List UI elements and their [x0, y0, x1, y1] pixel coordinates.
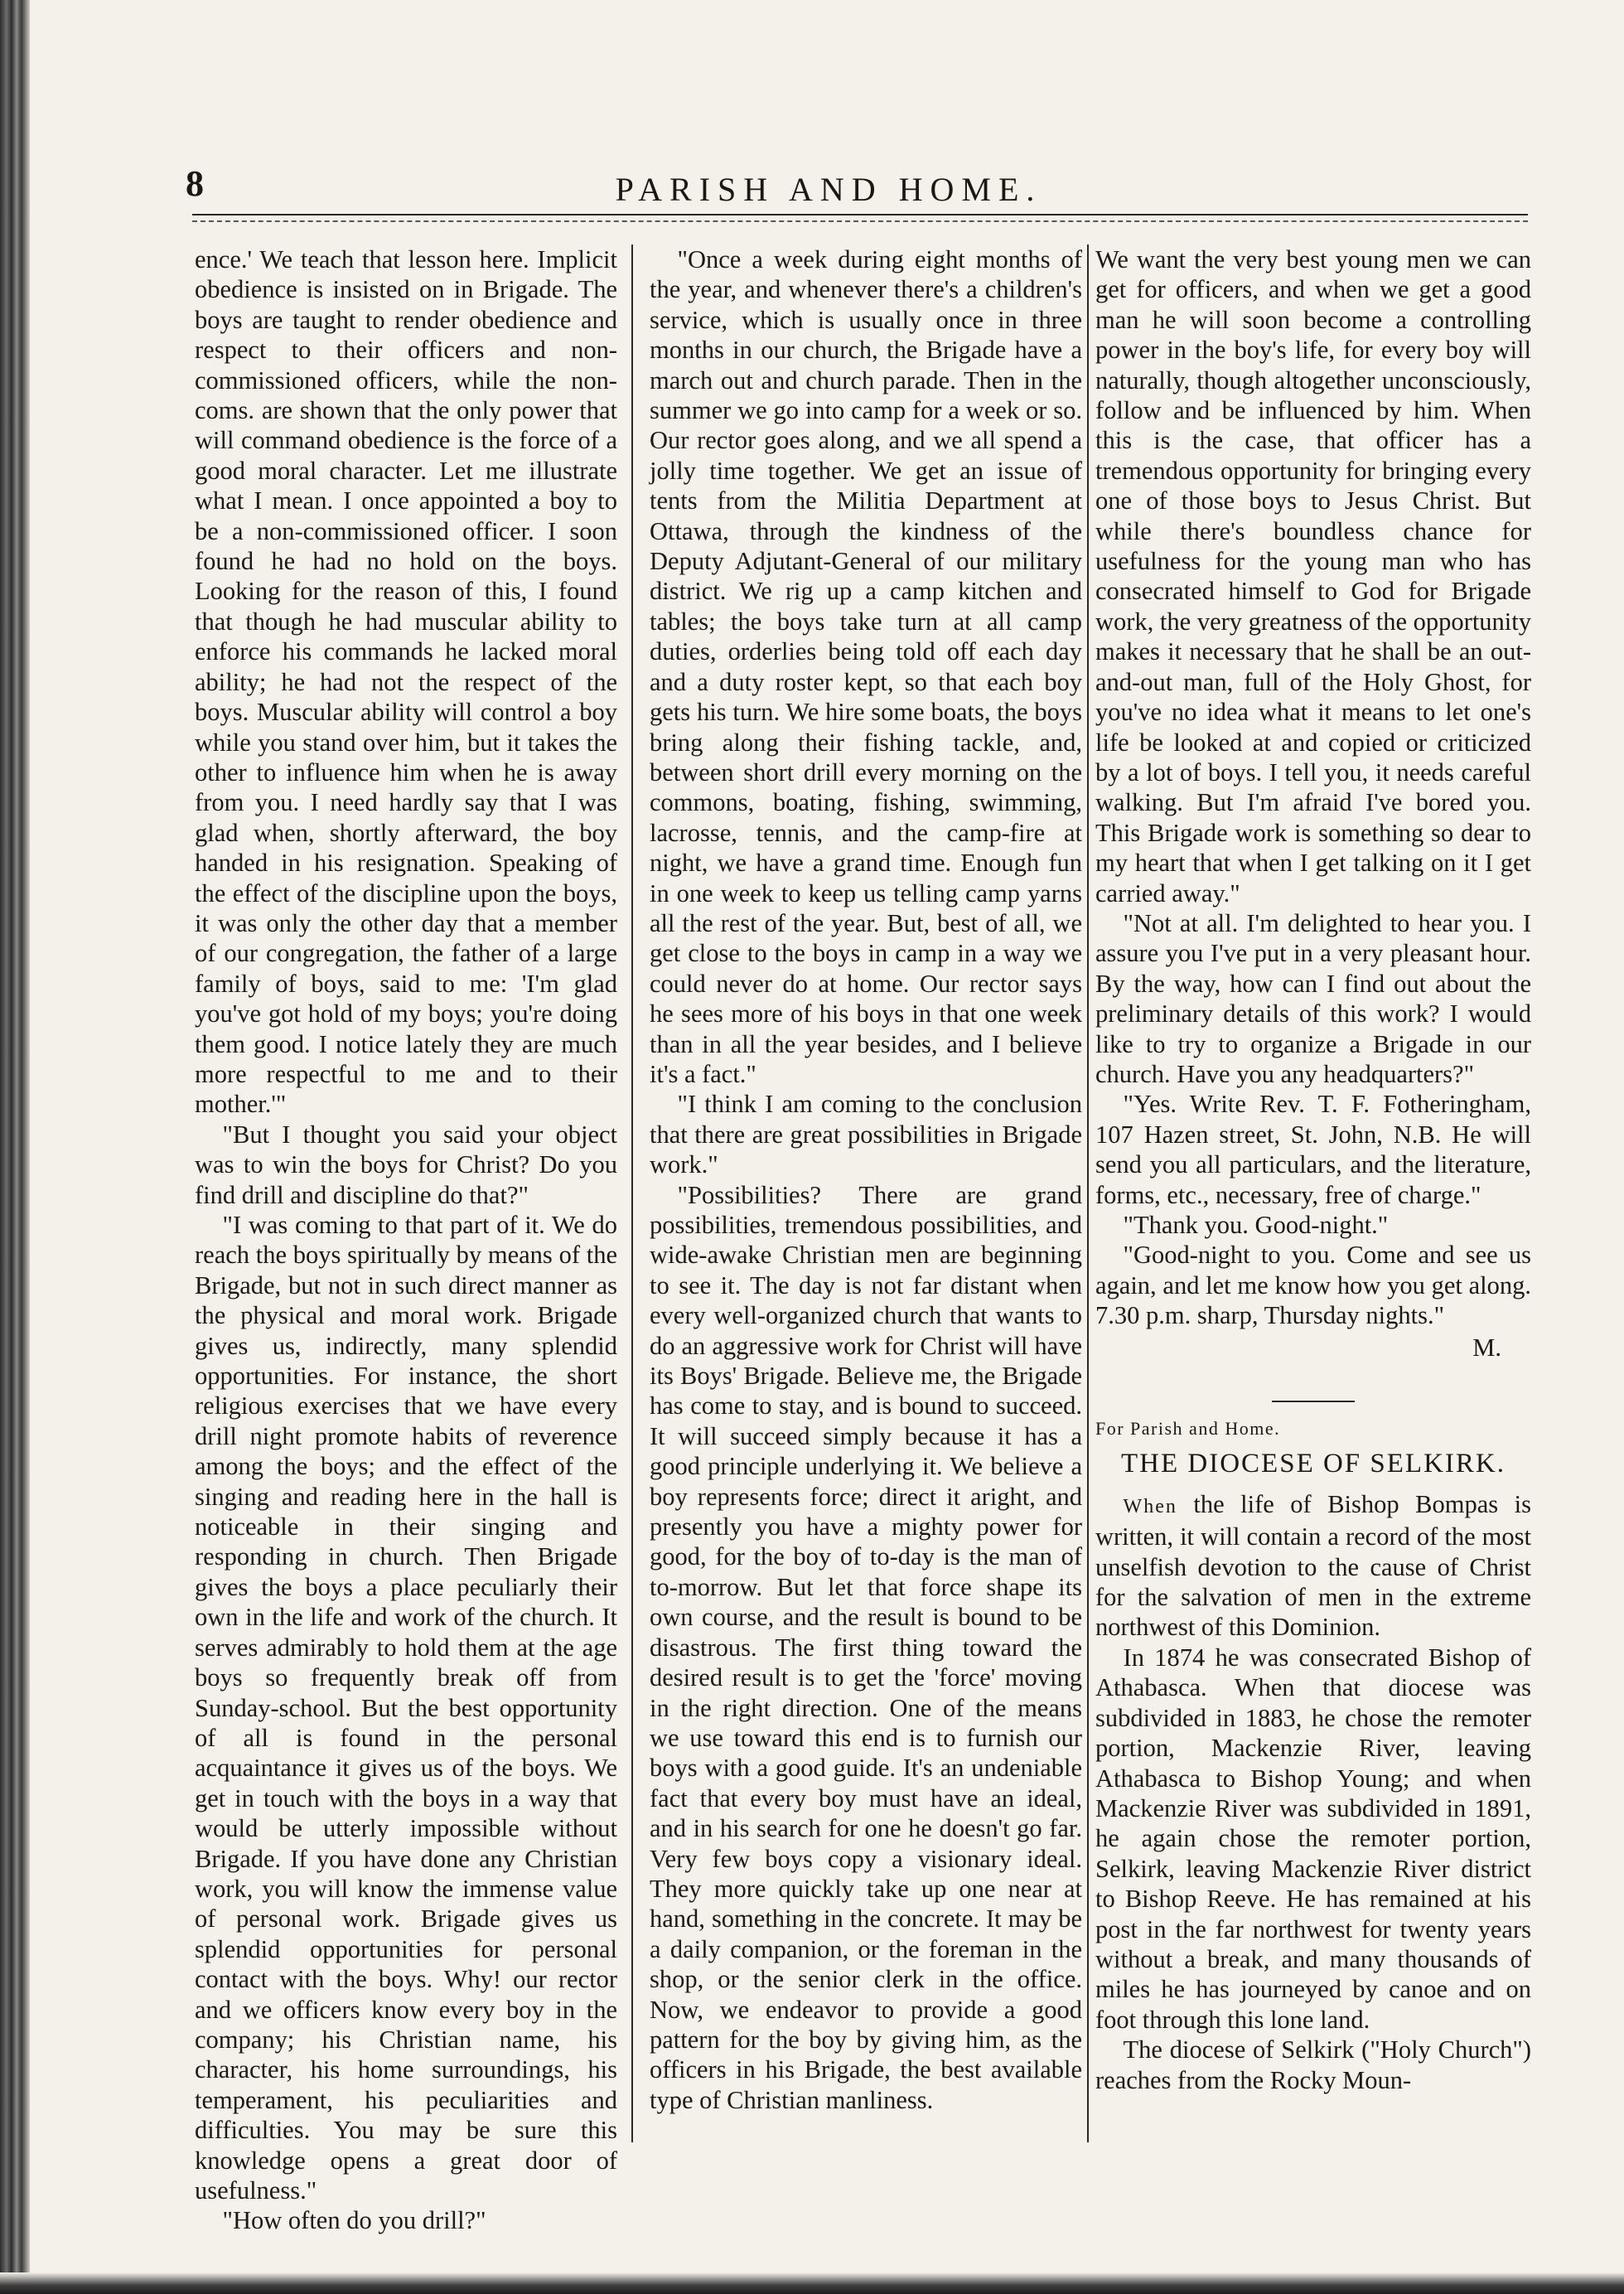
section-rule [1272, 1401, 1355, 1402]
paragraph: "Yes. Write Rev. T. F. Fotheringham, 107 Hazen street, St. John, N.B. He will send you all particulars, and the literature, forms, etc., necessary, free of charge." [1095, 1090, 1531, 1209]
article-title: THE DIOCESE OF SELKIRK. [1121, 1449, 1506, 1479]
article-credit: For Parish and Home. [1095, 1418, 1281, 1440]
column-3 [1095, 244, 1531, 2095]
paragraph: ence.' We teach that lesson here. Implicit obedience is insisted on in Brigade. The boys are taught to render obedience and respect to their officers and non-commissioned officers, while the non-coms. are shown that the only power that will command obedience is the force of a good moral character. Let me illustrate what I mean. I once appointed a boy to be a non-commissioned officer. I soon found he had no hold on the boys. Looking for the reason of this, I found that though he had muscular ability to enforce his commands he lacked moral ability; he had not the respect of the boys. Muscular ability will control a boy while you stand over him, but it takes the other to influence him when he is away from you. I need hardly say that I was glad when, shortly afterward, the boy handed in his resignation. Speaking of the effect of the discipline upon the boys, it was only the other day that a member of our congregation, the father of a large family of boys, said to me: 'I'm glad you've got hold of my boys; you're doing them good. I notice lately they are much more respectful to me and to their mother.'" [195, 245, 617, 1119]
paragraph: "Possibilities? There are grand possibilities, tremendous possibilities, and wide-awake Christian men are beginning to see it. The day is not far distant when every well-organized church that wants to do an aggressive work for Christ will have its Boys' Brigade. Believe me, the Brigade has come to stay, and is bound to succeed. It will succeed simply because it has a good principle underlying it. We believe a boy represents force; direct it aright, and presently you have a mighty power for good, for the boy of to-day is the man of to-morrow. But let that force shape its own course, and the result is bound to be disastrous. The first thing toward the desired result is to get the 'force' moving in the right direction. One of the means we use toward this end is to furnish our boys with a good guide. It's an undeniable fact that every boy must have an ideal, and in his search for one he doesn't go far. Very few boys copy a visionary ideal. They more quickly take up one near at hand, something in the concrete. It may be a daily companion, or the foreman in the shop, or the senior clerk in the office. Now, we endeavor to provide a good pattern for the boy by giving him, as the officers in his Brigade, the best available type of Christian manliness. [650, 1180, 1082, 2114]
author-signature: M. [1472, 1333, 1501, 1362]
paragraph: We want the very best young men we can get for officers, and when we get a good man he will soon become a controlling power in the boy's life, for every boy will naturally, though altogether unconsciously, follow and be influenced by him. When this is the case, that officer has a tremendous opportunity for bringing every one of those boys to Jesus Christ. But while there's boundless chance for usefulness for the young man who has consecrated himself to God for Brigade work, the very greatness of the opportunity makes it necessary that he shall be an out-and-out man, full of the Holy Ghost, for you've no idea what it means to let one's life be looked at and copied or criticized by a lot of boys. I tell you, it needs careful walking. But I'm afraid I've bored you. This Brigade work is something so dear to my heart that when I get talking on it I get carried away." [1095, 245, 1531, 907]
page-number: 8 [186, 163, 204, 204]
column-2 [650, 244, 1082, 2115]
paragraph: "Good-night to you. Come and see us again, and let me know how you get along. 7.30 p.m. sharp, Thursday nights." [1095, 1241, 1531, 1330]
paragraph: "I was coming to that part of it. We do reach the boys spiritually by means of the Brigade, but not in such direct manner as the physical and moral work. Brigade gives us, indirectly, many splendid opportunities. For instance, the short religious exercises that we have every drill night promote habits of reverence among the boys; and the effect of the singing and reading here in the hall is noticeable in their singing and responding in church. Then Brigade gives the boys a place peculiarly their own in the life and work of the church. It serves admirably to hold them at the age boys so frequently break off from Sunday-school. But the best opportunity of all is found in the personal acquaintance it gives us of the boys. We get in touch with the boys in a way that would be utterly impossible without Brigade. If you have done any Christian work, you will know the immense value of personal work. Brigade gives us splendid opportunities for personal contact with the boys. Why! our rector and we officers know every boy in the company; his Christian name, his character, his home surroundings, his temperament, his peculiarities and difficulties. You may be sure this knowledge opens a great door of usefulness." [195, 1211, 617, 2204]
running-title: PARISH AND HOME. [615, 171, 1042, 208]
paragraph: "Once a week during eight months of the year, and whenever there's a children's service, which is usually once in three months in our church, the Brigade have a march out and church parade. Then in the summer we go into camp for a week or so. Our rector goes along, and we all spend a jolly time together. We get an issue of tents from the Militia Department at Ottawa, through the kindness of the Deputy Adjutant-General of our military district. We rig up a camp kitchen and tables; the boys take turn at all camp duties, orderlies being told off each day and a duty roster kept, so that each boy gets his turn. We hire some boats, the boys bring along their fishing tackle, and, between short drill every morning on the commons, boating, fishing, swimming, lacrosse, tennis, and the camp-fire at night, we have a grand time. Enough fun in one week to keep us telling camp yarns all the rest of the year. But, best of all, we get close to the boys in camp in a way we could never do at home. Our rector says he sees more of his boys in that one week than in all the year besides, and I believe it's a fact." [650, 245, 1082, 1088]
column-divider [1087, 244, 1089, 2142]
page-bottom-edge [0, 2272, 1624, 2294]
paragraph: "Thank you. Good-night." [1123, 1211, 1389, 1239]
paragraph: "But I thought you said your object was to win the boys for Christ? Do you find drill and discipline do that?" [195, 1120, 617, 1209]
lead-word: When [1123, 1495, 1177, 1517]
paragraph: "How often do you drill?" [222, 2206, 486, 2235]
paragraph [1095, 1489, 1531, 1643]
paragraph: In 1874 he was consecrated Bishop of Athabasca. When that diocese was subdivided in 1883, he chose the remoter portion, Mackenzie River, leaving Athabasca to Bishop Young; and when Mackenzie River was subdivided in 1891, he again chose the remoter portion, Selkirk, leaving Mackenzie River district to Bishop Reeve. He has remained at his post in the far northwest for twenty years without a break, and many thousands of miles he has journeyed by canoe and on foot through this lone land. [1095, 1643, 1531, 2034]
column-divider [631, 244, 633, 2142]
book-binding-edge [0, 0, 30, 2294]
paragraph: The diocese of Selkirk ("Holy Church") reaches from the Rocky Moun- [1095, 2035, 1531, 2094]
column-1 [195, 244, 617, 2236]
paragraph-text: the life of Bishop Bompas is written, it will contain a record of the most unselfish devotion to the cause of Christ for the salvation of men in the extreme northwest of this Dominion. [1095, 1489, 1531, 1642]
header-rule [192, 214, 1528, 215]
header-rule-dashed [192, 220, 1528, 222]
paragraph: "I think I am coming to the conclusion that there are great possibilities in Brigade work." [650, 1090, 1082, 1179]
paragraph: "Not at all. I'm delighted to hear you. I assure you I've put in a very pleasant hour. By the way, how can I find out about the preliminary details of this work? I would like to try to organize a Brigade in our church. Have you any headquarters?" [1095, 908, 1531, 1088]
